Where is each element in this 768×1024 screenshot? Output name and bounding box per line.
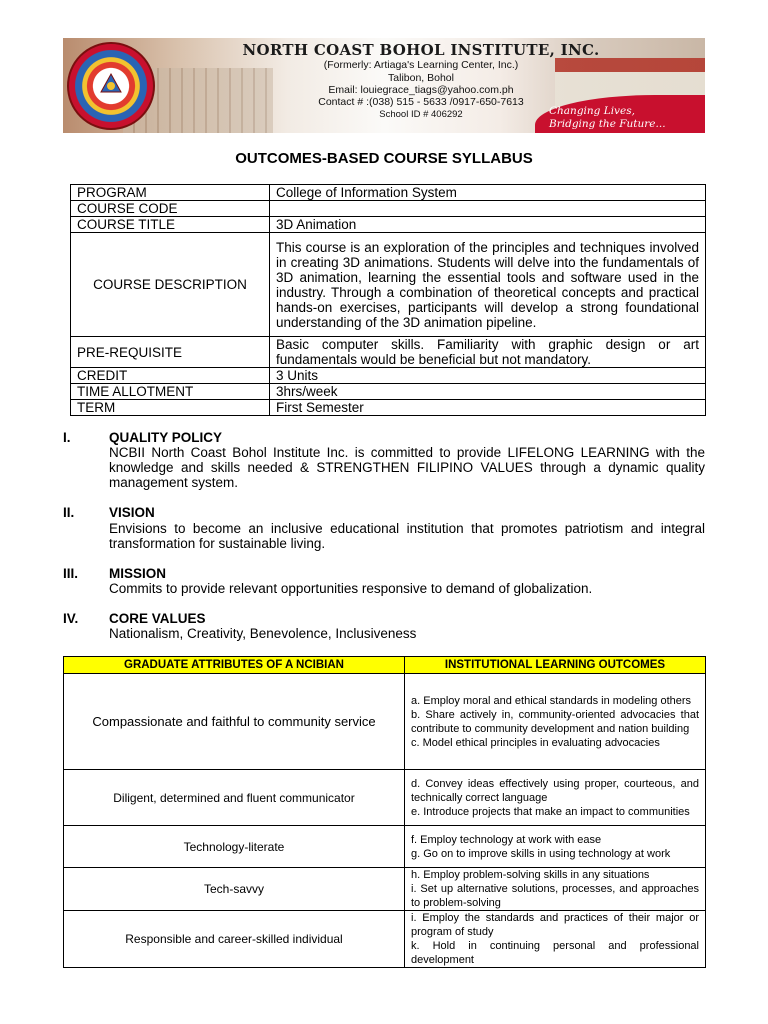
- table-header-row: [64, 657, 706, 674]
- slogan-line-2: Bridging the Future...: [549, 118, 666, 130]
- outcome-item: e. Introduce projects that make an impact to communities: [411, 805, 690, 818]
- info-row-credit: [71, 368, 706, 384]
- table-row: [64, 770, 706, 826]
- outcome-item: h. Employ problem-solving skills in any situations: [411, 869, 650, 881]
- info-row-program: [71, 185, 706, 201]
- outcome-item: b. Share actively in, community-oriented advocacies that contribute to community development and nation building: [411, 708, 699, 735]
- section-heading: VISION: [109, 505, 155, 520]
- attribute-cell: Compassionate and faithful to community service: [64, 674, 405, 770]
- outcome-item: k. Hold in continuing personal and professional development: [411, 940, 699, 966]
- prerequisite-label: PRE-REQUISITE: [71, 337, 270, 368]
- term-value: First Semester: [270, 400, 706, 416]
- column-header-attributes: GRADUATE ATTRIBUTES OF A NCIBIAN: [64, 657, 405, 674]
- section-body: Nationalism, Creativity, Benevolence, Inclusiveness: [109, 626, 417, 641]
- section-heading: QUALITY POLICY: [109, 430, 223, 445]
- attribute-cell: Tech-savvy: [64, 868, 405, 911]
- outcome-item: g. Go on to improve skills in using technology at work: [411, 847, 671, 860]
- program-label: PROGRAM: [71, 185, 270, 201]
- table-row: [64, 911, 706, 968]
- table-row: [64, 868, 706, 911]
- outcome-item: f. Employ technology at work with ease: [411, 833, 602, 846]
- prerequisite-value: Basic computer skills. Familiarity with graphic design or art fundamentals would be beneficial but not mandatory.: [270, 337, 706, 368]
- outcome-item: a. Employ moral and ethical standards in modeling others: [411, 694, 692, 707]
- outcome-item: c. Model ethical principles in evaluating advocacies: [411, 736, 660, 749]
- school-location: Talibon, Bohol: [388, 72, 454, 84]
- section-body: Commits to provide relevant opportunities responsive to demand of globalization.: [109, 581, 593, 596]
- outcomes-cell: [405, 770, 706, 826]
- school-name: NORTH COAST BOHOL INSTITUTE, INC.: [242, 41, 600, 59]
- section-body: Envisions to become an inclusive educational institution that promotes patriotism and integral transformation for sustainable living.: [109, 521, 705, 551]
- section-heading: MISSION: [109, 566, 167, 581]
- outcomes-cell: [405, 911, 706, 968]
- document-title: OUTCOMES-BASED COURSE SYLLABUS: [235, 150, 533, 167]
- school-seal-logo: [67, 42, 155, 130]
- time-allotment-label: TIME ALLOTMENT: [71, 384, 270, 400]
- info-row-prerequisite: [71, 337, 706, 368]
- seal-emblem-icon: [99, 72, 123, 96]
- course-info-table: [70, 184, 706, 416]
- outcome-item: i. Employ the standards and practices of their major or program of study: [411, 912, 699, 938]
- course-code-value: [270, 201, 706, 217]
- outcomes-cell: [405, 826, 706, 868]
- program-value: College of Information System: [270, 185, 706, 201]
- course-description-label: COURSE DESCRIPTION: [71, 233, 270, 337]
- graduate-attributes-table: [63, 656, 706, 968]
- section-number: IV.: [63, 611, 79, 626]
- term-label: TERM: [71, 400, 270, 416]
- time-allotment-value: 3hrs/week: [270, 384, 706, 400]
- school-id: School ID # 406292: [379, 109, 463, 120]
- header-banner: [63, 38, 705, 133]
- course-title-value: 3D Animation: [270, 217, 706, 233]
- slogan-line-1: Changing Lives,: [549, 105, 635, 117]
- info-row-term: [71, 400, 706, 416]
- column-header-outcomes: INSTITUTIONAL LEARNING OUTCOMES: [405, 657, 706, 674]
- outcomes-cell: [405, 674, 706, 770]
- credit-label: CREDIT: [71, 368, 270, 384]
- school-email: Email: louiegrace_tiags@yahoo.com.ph: [328, 84, 514, 96]
- info-row-time: [71, 384, 706, 400]
- section-number: I.: [63, 430, 71, 445]
- table-row: [64, 826, 706, 868]
- attribute-cell: Technology-literate: [64, 826, 405, 868]
- attribute-cell: Responsible and career-skilled individual: [64, 911, 405, 968]
- slogan: [549, 105, 699, 131]
- table-row: [64, 674, 706, 770]
- outcome-item: i. Set up alternative solutions, processes, and approaches to problem-solving: [411, 883, 699, 909]
- attribute-cell: Diligent, determined and fluent communicator: [64, 770, 405, 826]
- outcomes-cell: [405, 868, 706, 911]
- school-formerly: (Formerly: Artiaga's Learning Center, Inc.): [323, 59, 519, 71]
- info-row-title: [71, 217, 706, 233]
- info-row-description: [71, 233, 706, 337]
- credit-value: 3 Units: [270, 368, 706, 384]
- course-description-value: This course is an exploration of the principles and techniques involved in creating 3D animations. Students will delve into the fundamentals of 3D animation, learning the essential tools and software used in the industry. Through a combination of theoretical concepts and practical hands-on exercises, participants will develop a strong foundational understanding of the 3D animation pipeline.: [270, 233, 706, 337]
- section-number: II.: [63, 505, 75, 520]
- course-title-label: COURSE TITLE: [71, 217, 270, 233]
- info-row-code: [71, 201, 706, 217]
- section-number: III.: [63, 566, 79, 581]
- outcome-item: d. Convey ideas effectively using proper, courteous, and technically correct language: [411, 777, 699, 804]
- section-heading: CORE VALUES: [109, 611, 206, 626]
- school-contact: Contact # :(038) 515 - 5633 /0917-650-7613: [318, 96, 524, 108]
- course-code-label: COURSE CODE: [71, 201, 270, 217]
- section-body: NCBII North Coast Bohol Institute Inc. is committed to provide LIFELONG LEARNING with the knowledge and skills needed & STRENGTHEN FILIPINO VALUES through a dynamic quality management system.: [109, 445, 705, 490]
